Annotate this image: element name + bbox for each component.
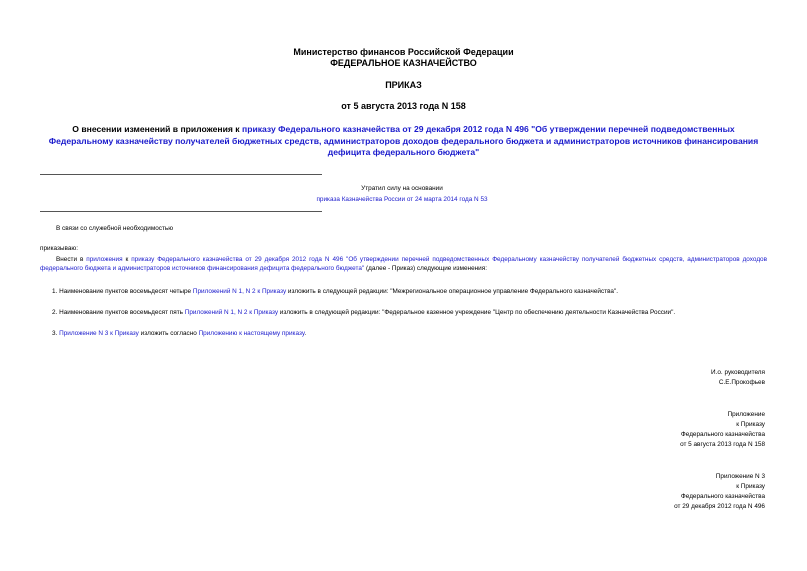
agency-name: ФЕДЕРАЛЬНОЕ КАЗНАЧЕЙСТВО	[330, 58, 477, 68]
reason-text: В связи со служебной необходимостью	[56, 225, 174, 232]
item-3-num: 3.	[52, 330, 60, 337]
item-3-mid: изложить согласно	[138, 330, 199, 337]
appendix-heading	[680, 410, 765, 450]
appendix3-line-1: Приложение N 3	[715, 473, 765, 480]
signer-position: И.о. руководителя	[711, 369, 765, 376]
intro-link-appendices[interactable]: приложения	[86, 256, 123, 263]
divider-top	[40, 174, 322, 175]
item-1-text: 1. Наименование пунктов восемьдесят четыре	[52, 288, 193, 295]
repeal-notice: Утратил силу на основании	[361, 185, 443, 192]
intro-tail: (далее - Приказ) следующие изменения:	[364, 265, 487, 272]
intro-paragraph	[40, 255, 767, 273]
item-1-link[interactable]: Приложений N 1, N 2 к Приказу	[192, 288, 287, 295]
appendix3-heading	[674, 472, 765, 512]
item-3-link-appendix[interactable]: Приложению к настоящему приказу	[198, 330, 305, 337]
order-word: приказываю:	[40, 245, 78, 252]
title-link[interactable]: приказу Федерального казначейства от 29 декабря 2012 года N 496 "Об утверждении перечней подведомственных Федеральному казначейству получателей бюджетных средств, администраторов доходов федерального бюджета и администраторов источников финансирования дефицита федерального бюджета"	[48, 124, 759, 157]
title-prefix: О внесении изменений в приложения к	[72, 124, 242, 134]
item-3-link-appendix3[interactable]: Приложение N 3 к Приказу	[59, 330, 139, 337]
intro-lead: Внести в	[56, 256, 87, 263]
item-1-rest: изложить в следующей редакции: "Межрегиональное операционное управление Федерального казначейства".	[286, 288, 619, 295]
item-2	[52, 308, 675, 317]
signature-block	[711, 368, 765, 388]
item-3-end: .	[304, 330, 307, 337]
appendix-line-2: к Приказу	[736, 421, 765, 428]
appendix-line-3: Федерального казначейства	[680, 431, 765, 438]
item-2-rest: изложить в следующей редакции: "Федеральное казенное учреждение "Центр по обеспечению деятельности Казначейства России".	[278, 309, 676, 316]
appendix3-line-4: от 29 декабря 2012 года N 496	[674, 503, 765, 510]
intro-link-order[interactable]: приказу Федерального казначейства от 29 декабря 2012 года N 496 "Об утверждении перечней подведомственных Федеральному казначейству получателей бюджетных средств, администраторов доходов федерального бюджета и администраторов источников финансирования дефицита федерального бюджета"	[40, 256, 767, 272]
document-date: от 5 августа 2013 года N 158	[341, 101, 466, 111]
document-title	[40, 124, 767, 159]
appendix3-line-3: Федерального казначейства	[680, 493, 765, 500]
repeal-link[interactable]: приказа Казначейства России от 24 марта 2014 года N 53	[316, 196, 488, 203]
item-3	[52, 329, 306, 338]
appendix3-line-2: к Приказу	[736, 483, 765, 490]
divider-bottom	[40, 211, 322, 212]
appendix-line-4: от 5 августа 2013 года N 158	[680, 441, 765, 448]
intro-mid: к	[122, 256, 132, 263]
document-type: ПРИКАЗ	[385, 80, 422, 90]
item-1	[52, 287, 618, 296]
appendix-line-1: Приложение	[727, 411, 765, 418]
item-2-text: 2. Наименование пунктов восемьдесят пять	[52, 309, 185, 316]
signer-name: С.Е.Прокофьев	[718, 379, 765, 386]
ministry-name: Министерство финансов Российской Федерации	[293, 47, 514, 57]
item-2-link[interactable]: Приложений N 1, N 2 к Приказу	[184, 309, 279, 316]
